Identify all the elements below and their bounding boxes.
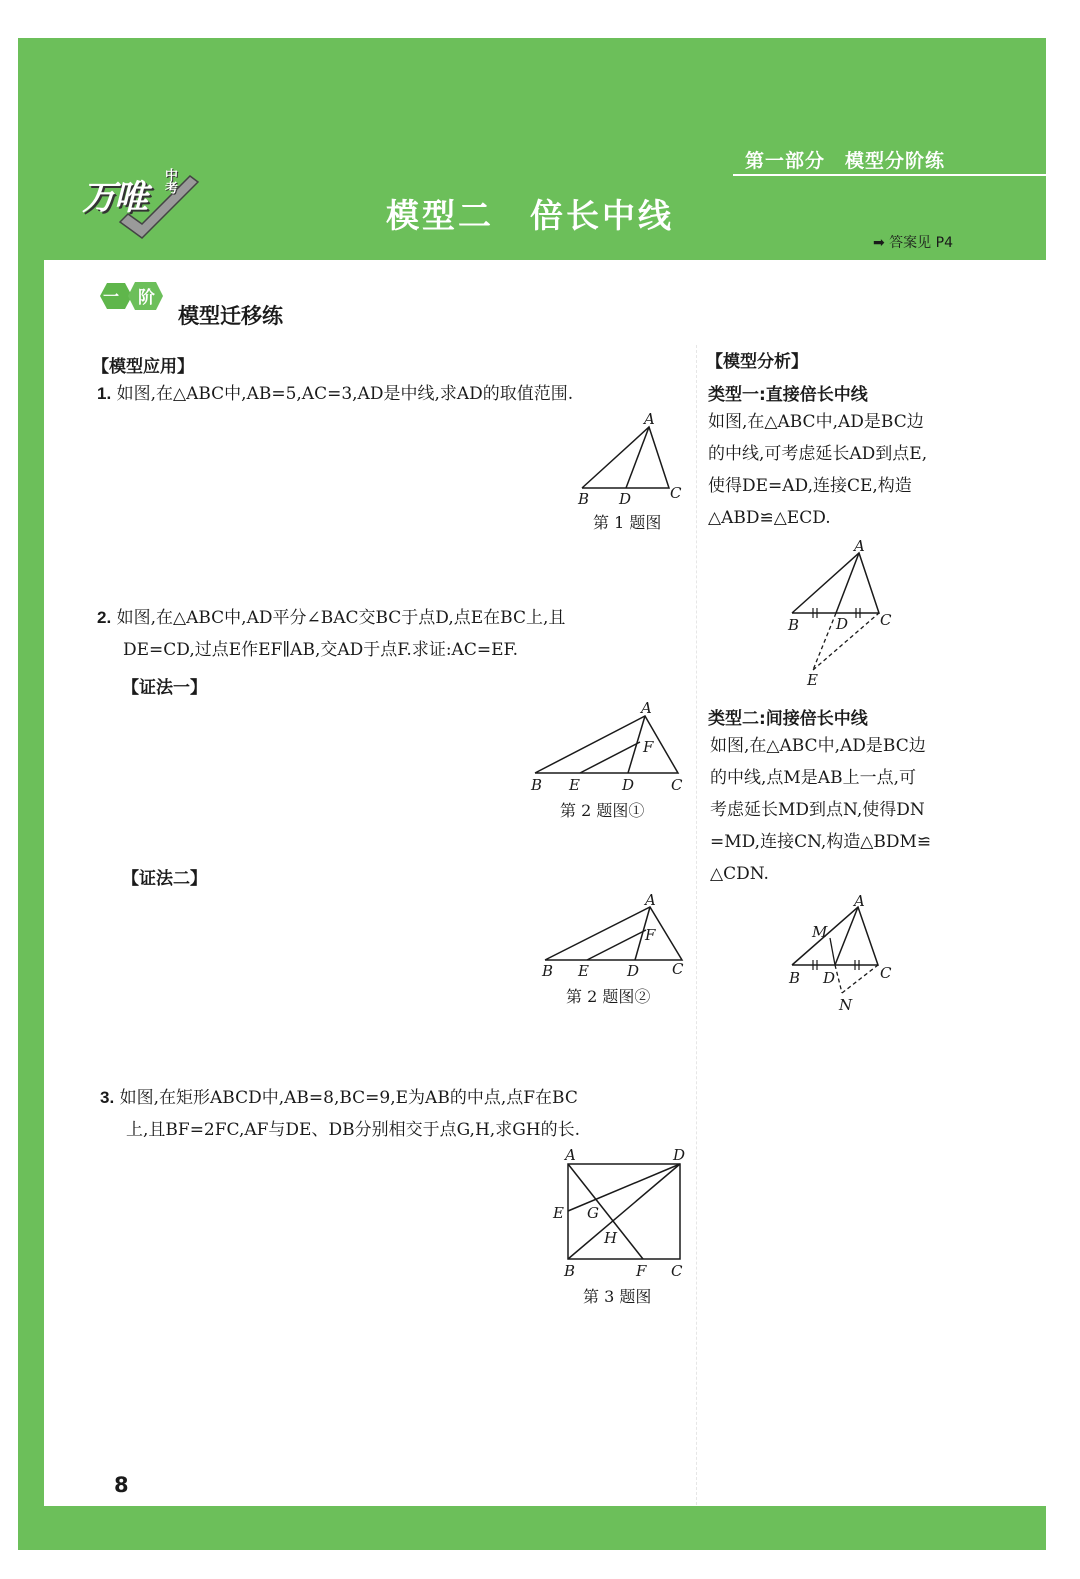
proof-method-2-heading: 【证法二】: [122, 869, 207, 889]
type2-label-c: C: [880, 964, 892, 982]
type2-label-b: B: [789, 969, 801, 987]
q2b-label-c: C: [672, 960, 684, 978]
q3-label-b: B: [564, 1262, 576, 1280]
type1-label-c: C: [880, 611, 892, 629]
page-title: 模型二 倍长中线: [386, 196, 674, 235]
part-rule: [733, 174, 1047, 176]
q2b-label-d: D: [627, 962, 640, 980]
type2-label-m: M: [812, 923, 828, 941]
q3-label-h: H: [604, 1229, 618, 1247]
type-1-line-4: △ABD≌△ECD.: [708, 508, 831, 528]
type-2-line-3: 考虑延长MD到点N,使得DN: [710, 800, 925, 820]
question-2-line-1: 如图,在△ABC中,AD平分∠BAC交BC于点D,点E在BC上,且: [116, 608, 566, 628]
question-3-number: 3.: [100, 1088, 115, 1107]
q2a-label-f: F: [643, 738, 654, 756]
model-application-heading: 【模型应用】: [92, 357, 194, 377]
q3-label-g: G: [587, 1204, 599, 1222]
type1-label-e: E: [807, 671, 818, 689]
column-divider: [696, 345, 697, 1505]
type-1-line-2: 的中线,可考虑延长AD到点E,: [708, 444, 928, 464]
type1-label-d: D: [836, 615, 849, 633]
question-1: [97, 378, 573, 410]
figure-type-2: [780, 890, 900, 1020]
proof-method-1-heading: 【证法一】: [122, 678, 207, 698]
q2b-label-a: A: [645, 891, 656, 909]
figure-q2a: [525, 700, 695, 800]
q3-label-f: F: [636, 1262, 647, 1280]
page-number: 8: [114, 1473, 129, 1497]
figure-q3-caption: 第 3 题图: [583, 1287, 652, 1306]
paper-edge: [1046, 38, 1080, 1579]
question-2-number: 2.: [97, 608, 112, 627]
q1-label-a: A: [644, 410, 655, 428]
question-3-line-2: 上,且BF=2FC,AF与DE、DB分别相交于点G,H,求GH的长.: [126, 1120, 581, 1140]
stage-badge-right-text: 阶: [138, 288, 155, 308]
brand-logo-text: 万唯: [82, 178, 146, 218]
figure-q1-caption: 第 1 题图: [593, 513, 662, 532]
question-3: [100, 1082, 580, 1146]
q2a-label-c: C: [671, 776, 683, 794]
q3-label-e: E: [553, 1204, 564, 1222]
q3-label-a: A: [565, 1146, 576, 1164]
model-analysis-heading: 【模型分析】: [706, 352, 808, 372]
type-2-line-4: =MD,连接CN,构造△BDM≌: [710, 832, 932, 852]
answer-reference: ➡ 答案见 P4: [873, 235, 953, 251]
q2a-label-d: D: [622, 776, 635, 794]
figure-q1: [570, 410, 690, 510]
figure-q3: [548, 1145, 693, 1285]
type1-label-b: B: [788, 616, 800, 634]
type-1-text: [708, 406, 927, 534]
figure-q2a-caption: 第 2 题图①: [560, 801, 645, 820]
type2-label-d: D: [823, 969, 836, 987]
type-2-line-2: 的中线,点M是AB上一点,可: [710, 768, 916, 788]
question-2-line-2: DE=CD,过点E作EF∥AB,交AD于点F.求证:AC=EF.: [123, 640, 519, 660]
brand-logo-small-text: 中考: [162, 168, 177, 194]
question-1-text: 如图,在△ABC中,AB=5,AC=3,AD是中线,求AD的取值范围.: [116, 384, 574, 404]
type2-label-a: A: [854, 892, 865, 910]
footer-band: [18, 1506, 1050, 1550]
q2a-label-b: B: [531, 776, 543, 794]
q2b-label-b: B: [542, 962, 554, 980]
left-margin-band: [18, 260, 44, 1550]
type-2-title: 类型二:间接倍长中线: [708, 709, 868, 729]
question-1-number: 1.: [97, 384, 112, 403]
stage-badge-left-text: 一: [103, 287, 120, 306]
type-2-line-5: △CDN.: [710, 864, 769, 884]
type2-label-n: N: [839, 996, 853, 1014]
q2a-label-e: E: [569, 776, 580, 794]
type-1-line-1: 如图,在△ABC中,AD是BC边: [708, 412, 924, 432]
q2a-label-a: A: [641, 700, 652, 717]
figure-type-1: [780, 535, 900, 695]
type-2-text: [710, 730, 931, 890]
part-label: 第一部分 模型分阶练: [745, 150, 946, 172]
type-2-line-1: 如图,在△ABC中,AD是BC边: [710, 736, 926, 756]
q2b-label-e: E: [578, 962, 589, 980]
type1-label-a: A: [854, 537, 865, 555]
type-1-line-3: 使得DE=AD,连接CE,构造: [708, 476, 912, 496]
question-3-line-1: 如图,在矩形ABCD中,AB=8,BC=9,E为AB的中点,点F在BC: [119, 1088, 578, 1108]
type-1-title: 类型一:直接倍长中线: [708, 385, 868, 405]
q3-label-c: C: [671, 1262, 683, 1280]
q3-label-d: D: [673, 1146, 686, 1164]
figure-q2b: [535, 890, 695, 990]
q1-label-b: B: [578, 490, 590, 508]
q1-label-c: C: [670, 484, 682, 502]
figure-q2b-caption: 第 2 题图②: [566, 987, 651, 1006]
q1-label-d: D: [619, 490, 632, 508]
q2b-label-f: F: [645, 926, 656, 944]
question-2: [97, 602, 565, 666]
section-title: 模型迁移练: [178, 304, 283, 328]
